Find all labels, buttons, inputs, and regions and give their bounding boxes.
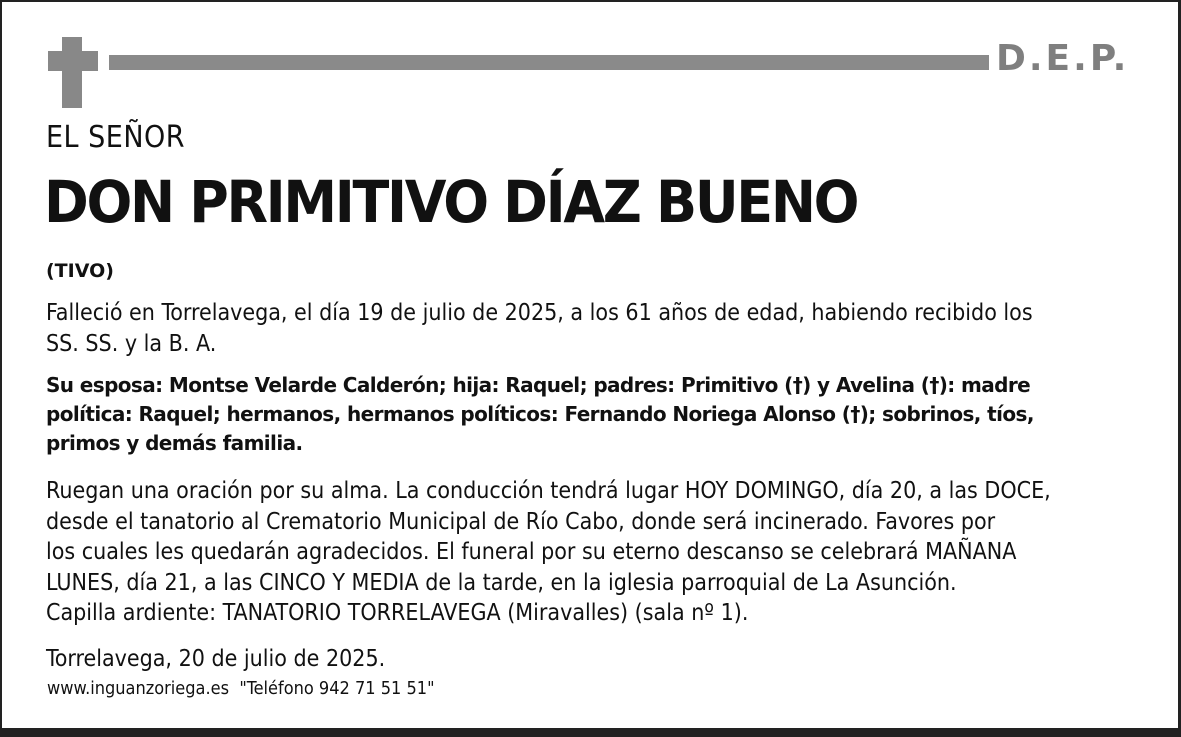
honorific: EL SEÑOR: [46, 120, 186, 155]
phone-number: "Teléfono 942 71 51 51": [239, 678, 435, 699]
deceased-name: DON PRIMITIVO DÍAZ BUENO: [44, 168, 858, 236]
place-date: Torrelavega, 20 de julio de 2025.: [46, 646, 386, 672]
family-line: Su esposa: Montse Velarde Calderón; hija: Raquel; padres: Primitivo (†) y Avelina (†): madre: [46, 373, 1031, 397]
cross-icon-bar: [48, 51, 98, 71]
dep-label: D.E.P.: [996, 38, 1130, 79]
header-rule: [109, 55, 989, 70]
death-notice-line: Falleció en Torrelavega, el día 19 de julio de 2025, a los 61 años de edad, habiendo recibido los: [46, 300, 1033, 326]
ceremony-line: LUNES, día 21, a las CINCO Y MEDIA de la tarde, en la iglesia parroquial de La Asunción.: [46, 569, 957, 596]
ceremony-line: Capilla ardiente: TANATORIO TORRELAVEGA (Miravalles) (sala nº 1).: [46, 600, 749, 626]
family-list: [46, 371, 1034, 458]
footer-contact: [47, 678, 435, 699]
death-notice: [46, 298, 1033, 360]
cross-icon: [62, 37, 82, 108]
website-link[interactable]: www.inguanzoriega.es: [47, 678, 230, 699]
death-notice-line: SS. SS. y la B. A.: [46, 331, 217, 357]
ceremony-line: desde el tanatorio al Crematorio Municipal de Río Cabo, donde será incinerado. Favores por: [46, 508, 996, 535]
family-line: primos y demás familia.: [46, 431, 303, 455]
nickname: (TIVO): [46, 260, 114, 282]
ceremony-details: [46, 476, 1051, 629]
family-line: política: Raquel; hermanos, hermanos políticos: Fernando Noriega Alonso (†); sobrinos, tíos,: [46, 402, 1034, 426]
ceremony-line: Ruegan una oración por su alma. La conducción tendrá lugar HOY DOMINGO, día 20, a las DOCE,: [46, 478, 1051, 504]
ceremony-line: los cuales les quedarán agradecidos. El funeral por su eterno descanso se celebrará MAÑANA: [46, 539, 1017, 565]
